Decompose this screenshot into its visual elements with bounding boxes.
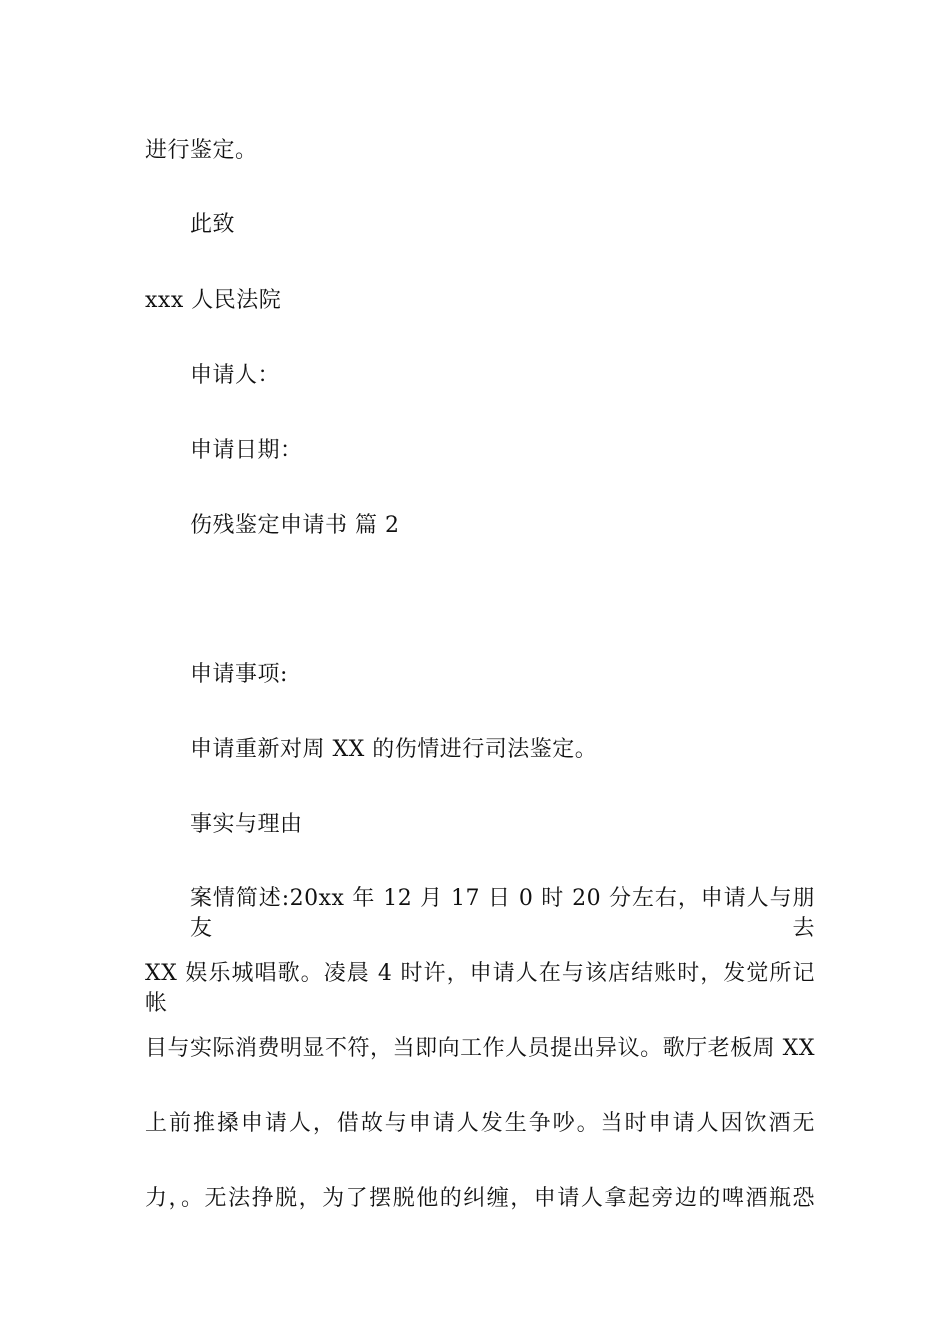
salutation: 此致 — [190, 212, 236, 237]
paragraph-line: XX 娱乐城唱歌。凌晨 4 时许，申请人在与该店结账时，发觉所记帐 — [145, 961, 815, 1016]
date-label: 申请日期： — [190, 438, 303, 463]
text-line: 进行鉴定。 — [145, 138, 258, 163]
facts-heading: 事实与理由 — [190, 812, 303, 837]
request-text: 申请重新对周 XX 的伤情进行司法鉴定。 — [190, 737, 598, 762]
paragraph-line: 力，。无法挣脱，为了摆脱他的纠缠，申请人拿起旁边的啤酒瓶恐 — [145, 1186, 815, 1211]
section-title: 伤残鉴定申请书 篇 2 — [190, 513, 400, 538]
applicant-label: 申请人： — [190, 363, 281, 388]
paragraph-line: 目与实际消费明显不符，当即向工作人员提出异议。歌厅老板周 XX — [145, 1036, 815, 1061]
paragraph-line: 上前推搡申请人，借故与申请人发生争吵。当时申请人因饮酒无 — [145, 1111, 815, 1136]
request-heading: 申请事项: — [190, 662, 288, 687]
paragraph-line: 案情简述:20xx 年 12 月 17 日 0 时 20 分左右，申请人与朋友去 — [190, 886, 815, 941]
court-name: xxx 人民法院 — [145, 288, 282, 313]
